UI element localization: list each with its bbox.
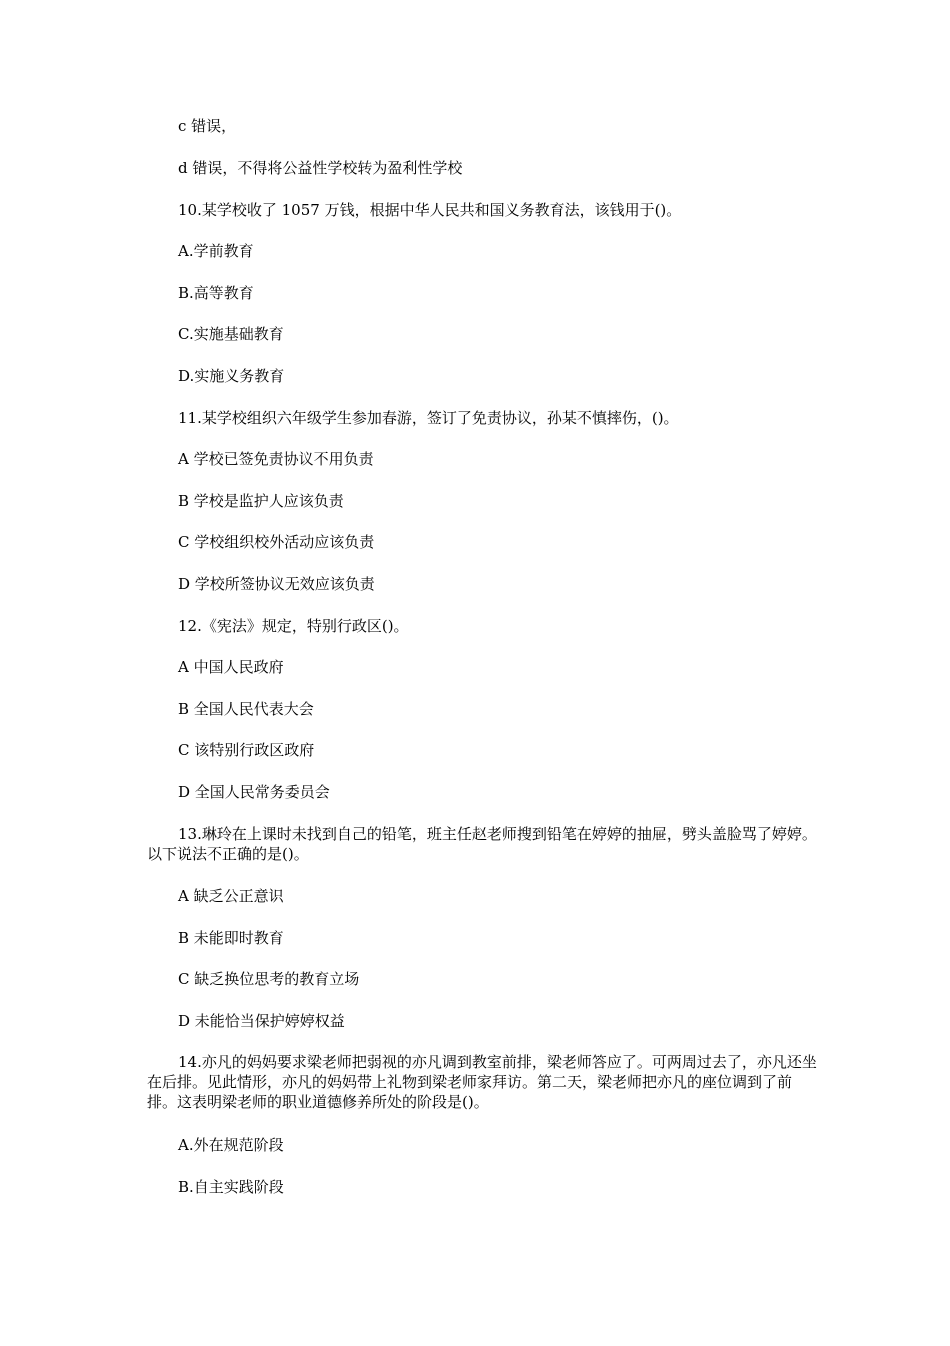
question-10-option-c: C.实施基础教育 bbox=[178, 325, 284, 343]
answer-d-note: d 错误，不得将公益性学校转为盈利性学校 bbox=[178, 159, 463, 177]
question-13-option-a: A 缺乏公正意识 bbox=[178, 887, 284, 905]
question-11-option-b: B 学校是监护人应该负责 bbox=[178, 492, 344, 510]
question-10-option-d: D.实施义务教育 bbox=[178, 367, 285, 385]
question-13-option-c: C 缺乏换位思考的教育立场 bbox=[178, 970, 360, 988]
question-11: 11.某学校组织六年级学生参加春游，签订了免责协议，孙某不慎摔伤，()。 bbox=[178, 409, 679, 427]
question-13-option-b: B 未能即时教育 bbox=[178, 929, 284, 947]
question-10-option-a: A.学前教育 bbox=[178, 242, 254, 260]
question-14-option-b: B.自主实践阶段 bbox=[178, 1178, 284, 1196]
question-14: 14.亦凡的妈妈要求梁老师把弱视的亦凡调到教室前排，梁老师答应了。可两周过去了，亦凡还坐在后排。见此情形，亦凡的妈妈带上礼物到梁老师家拜访。第二天，梁老师把亦凡的座位调到了前排。这表明梁老师的职业道德修养所处的阶段是()。 bbox=[147, 1053, 817, 1111]
question-10-option-b: B.高等教育 bbox=[178, 284, 254, 302]
question-11-option-d: D 学校所签协议无效应该负责 bbox=[178, 575, 375, 593]
question-13: 13.琳玲在上课时未找到自己的铅笔，班主任赵老师搜到铅笔在婷婷的抽屉，劈头盖脸骂了婷婷。以下说法不正确的是()。 bbox=[147, 825, 817, 863]
answer-c-note: c 错误， bbox=[178, 117, 237, 135]
question-13-option-d: D 未能恰当保护婷婷权益 bbox=[178, 1012, 345, 1030]
question-12: 12.《宪法》规定，特别行政区()。 bbox=[178, 617, 409, 635]
question-12-option-a: A 中国人民政府 bbox=[178, 658, 284, 676]
question-11-option-a: A 学校已签免责协议不用负责 bbox=[178, 450, 374, 468]
question-12-option-b: B 全国人民代表大会 bbox=[178, 700, 314, 718]
question-12-option-c: C 该特别行政区政府 bbox=[178, 741, 315, 759]
question-11-option-c: C 学校组织校外活动应该负责 bbox=[178, 533, 375, 551]
question-14-option-a: A.外在规范阶段 bbox=[178, 1136, 284, 1154]
question-10: 10.某学校收了 1057 万钱，根据中华人民共和国义务教育法，该钱用于()。 bbox=[178, 201, 682, 219]
question-12-option-d: D 全国人民常务委员会 bbox=[178, 783, 330, 801]
